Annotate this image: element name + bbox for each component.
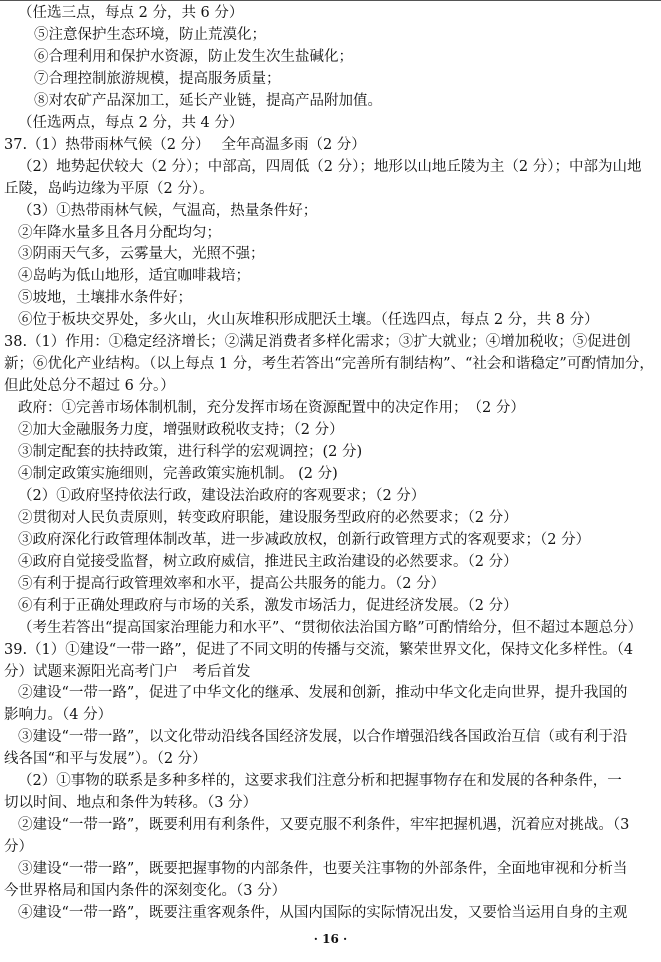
text-line: 影响力。（4 分）: [4, 707, 113, 724]
text-line: 今世界格局和国内条件的深刻变化。（3 分）: [4, 883, 287, 899]
text-line: （2）①政府坚持依法行政，建设法治政府的客观要求；（2 分）: [18, 487, 426, 504]
text-line: ②建设“一带一路”，既要利用有利条件，又要克服不利条件，牢牢把握机遇，沉着应对挑战。（3: [18, 817, 630, 834]
text-line: ⑥位于板块交界处，多火山，火山灰堆积形成肥沃土壤。（任选四点，每点 2 分，共 8 分）: [18, 312, 599, 329]
text-line: 线各国“和平与发展”）。（2 分）: [4, 751, 207, 768]
text-line: ②建设“一带一路”，促进了中华文化的继承、发展和创新，推动中华文化走向世界，提升我国的: [18, 685, 628, 702]
text-line: ⑤有利于提高行政管理效率和水平，提高公共服务的能力。（2 分）: [18, 575, 446, 592]
text-line: ③制定配套的扶持政策，进行科学的宏观调控；(2 分): [18, 444, 363, 460]
text-line: ②贯彻对人民负责原则，转变政府职能，建设服务型政府的必然要求；（2 分）: [18, 509, 518, 526]
text-line: ④政府自觉接受监督，树立政府威信，推进民主政治建设的必然要求。（2 分）: [18, 553, 518, 570]
text-line: 38.（1）作用：①稳定经济增长；②满足消费者多样化需求；③扩大就业；④增加税收；⑤促进创: [4, 334, 631, 351]
text-line: 但此处总分不超过 6 分。）: [4, 378, 175, 395]
text-line: ②加大金融服务力度，增强财政税收支持；（2 分）: [18, 422, 344, 439]
text-line: ③阴雨天气多，云雾量大，光照不强；: [18, 246, 265, 263]
text-line: ⑤坡地，土壤排水条件好；: [18, 290, 192, 307]
text-line: 政府：①完善市场体制机制，充分发挥市场在资源配置中的决定作用； （2 分）: [18, 400, 525, 417]
page-number: · 16 ·: [313, 932, 348, 946]
text-line: （2）①事物的联系是多种多样的，这要求我们注意分析和把握事物存在和发展的各种条件，一: [18, 773, 622, 790]
top-rule: [0, 0, 661, 1]
text-line: 分）: [4, 839, 33, 856]
text-line: ⑥合理利用和保护水资源，防止发生次生盐碱化；: [34, 48, 353, 65]
text-line: ⑤注意保护生态环境，防止荒漠化；: [34, 26, 266, 43]
text-line: 39.（1）①建设“一带一路”，促进了不同文明的传播与交流，繁荣世界文化，保持文化多样性。（4: [4, 641, 634, 658]
text-line: （考生若答出“提高国家治理能力和水平”、“贯彻依法治国方略”可酌情给分，但不超过本题总分）: [18, 619, 643, 636]
text-line: （2）地势起伏较大（2 分）；中部高，四周低（2 分）；地形以山地丘陵为主（2 分）；中部为山地: [18, 158, 642, 175]
text-line: ⑥有利于正确处理政府与市场的关系，激发市场活力，促进经济发展。（2 分）: [18, 597, 518, 614]
text-line: ③政府深化行政管理体制改革，进一步减政放权，创新行政管理方式的客观要求；（2 分）: [18, 531, 591, 548]
text-line: ④制定政策实施细则，完善政策实施机制。 (2 分): [18, 465, 338, 482]
text-line: ③建设“一带一路”，以文化带动沿线各国经济发展，以合作增强沿线各国政治互信（或有利于沿: [18, 729, 628, 746]
text-line: 新；⑥优化产业结构。（以上每点 1 分，考生若答出“完善所有制结构”、“社会和谐稳定”可酌情加分，: [4, 356, 654, 373]
text-line: （任选两点，每点 2 分，共 4 分）: [18, 114, 244, 131]
text-line: （任选三点，每点 2 分，共 6 分）: [18, 5, 244, 21]
text-line: ④岛屿为低山地形，适宜咖啡栽培；: [18, 268, 250, 285]
text-line: ②年降水量多且各月分配均匀；: [18, 224, 221, 241]
text-line: ⑧对农矿产品深加工，延长产业链，提高产品附加值。: [34, 92, 382, 109]
text-line: 丘陵，岛屿边缘为平原（2 分）。: [4, 180, 214, 197]
text-line: 切以时间、地点和条件为转移。（3 分）: [4, 795, 258, 812]
text-line: 分）试题来源阳光高考门户 考后首发: [4, 663, 251, 680]
text-line: ③建设“一带一路”，既要把握事物的内部条件，也要关注事物的外部条件，全面地审视和分析当: [18, 861, 628, 877]
text-line: ④建设“一带一路”，既要注重客观条件，从国内国际的实际情况出发，又要恰当运用自身的主观: [18, 904, 628, 921]
text-line: ⑦合理控制旅游规模，提高服务质量；: [34, 70, 281, 87]
text-line: 37.（1）热带雨林气候（2 分） 全年高温多雨（2 分）: [4, 136, 366, 153]
text-line: （3）①热带雨林气候，气温高，热量条件好；: [18, 202, 318, 219]
